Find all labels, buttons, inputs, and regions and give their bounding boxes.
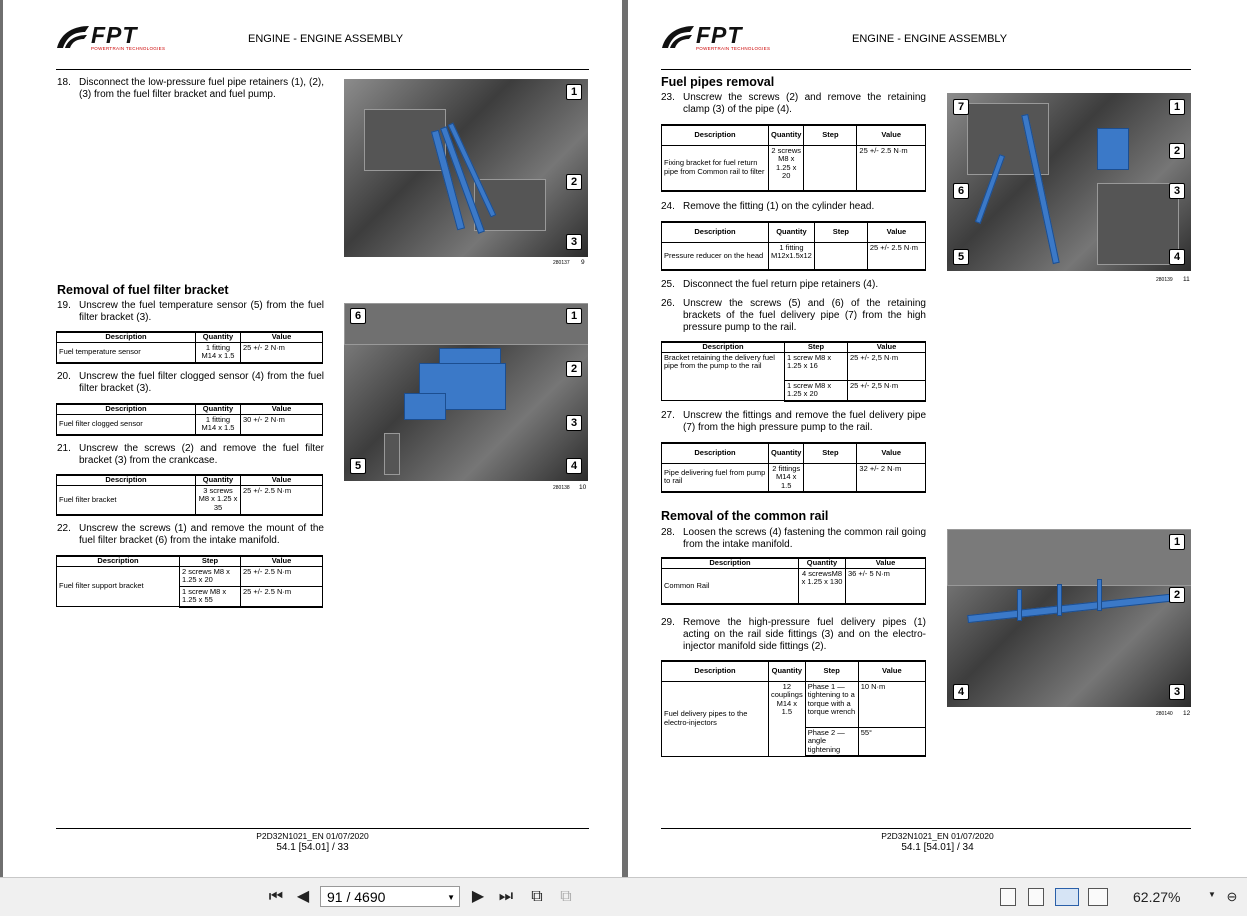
torque-table-21: Description Quantity Value Fuel filter bracket 3 screws M8 x 1.25 x 35 25 +/- 2.5 N·m xyxy=(56,474,323,516)
figure-number: 10 xyxy=(579,484,587,491)
page-33: FPT POWERTRAIN TECHNOLOGIES ENGINE - ENGINE ASSEMBLY 18. Disconnect the low-pressure fuel pipe retainers (1), (2), (3) from the fuel filter bracket and fuel pump. 1 2 3 280137 9 Removal of fuel filter bracket 19. Unscrew the fuel temperature sensor (5) from the fuel filter bracket (3). Description Quantity Value Fuel temperature sensor 1 fitting M14 x 1.5 25 +/- 2 N·m 20. Unscrew the fuel filter clogged sensor (4) from the fuel filter bracket (3). Description Quantity Value Fuel filter clogged sensor 1 fitting M14 x 1.5 30 +/- 2 N·m 21. Unscrew the screws (2) and remove the fuel filter bracket (3) from the crankcase. Description Quantity Value Fuel filter bracket 3 screws M8 x 1.25 x 35 25 +/- 2.5 N·m 22. Unscrew the screws (1) and remove the mount of the fuel filter bracket (6) from the intake manifold. Description Step Value Fuel filter support bracket 2 screws M8 x 1.25 x 20 25 +/- 2.5 N·m 1 screw M8 x 1.25 x 55 25 +/- 2.5 N·m 6 1 2 3 5 4 280138 10 P2D32N1021_EN 01/07/2020 54.1 [54.01] / 33 xyxy=(3,0,622,877)
fpt-logo xyxy=(660,20,770,56)
torque-table-29: Description Quantity Step Value Fuel delivery pipes to the electro-injectors 12 couplings M14 x 1.5 Phase 1 — tightening to a torque with a torque wrench 10 N·m Phase 2 — angle tightening 55° xyxy=(661,660,926,757)
callout-6: 6 xyxy=(350,308,366,324)
callout-4: 4 xyxy=(953,684,969,700)
continuous-facing-view-icon[interactable] xyxy=(1088,888,1108,906)
figure-number: 11 xyxy=(1183,276,1190,283)
torque-table-22: Description Step Value Fuel filter support bracket 2 screws M8 x 1.25 x 20 25 +/- 2.5 N·m 1 screw M8 x 1.25 x 55 25 +/- 2.5 N·m xyxy=(56,555,323,608)
callout-1: 1 xyxy=(566,308,582,324)
footer-doc-id: P2D32N1021_EN 01/07/2020 xyxy=(256,831,369,841)
torque-table-28: Description Quantity Value Common Rail 4 screwsM8 x 1.25 x 130 36 +/- 5 N·m xyxy=(661,557,926,605)
single-page-view-icon[interactable] xyxy=(1000,888,1016,906)
minimize-toolbar-icon[interactable]: ⊖ xyxy=(1226,889,1238,904)
figure-number: 12 xyxy=(1183,710,1191,717)
figure-9-image xyxy=(344,79,588,257)
previous-view-icon[interactable]: ⧉ xyxy=(531,888,543,905)
torque-table-24: Description Quantity Step Value Pressure reducer on the head 1 fitting M12x1.5x12 25 +/- 2.5 N·m xyxy=(661,221,926,271)
footer-rule xyxy=(56,828,589,829)
torque-table-26: Description Step Value Bracket retaining the delivery fuel pipe from the pump to the rail 1 screw M8 x 1.25 x 16 25 +/- 2,5 N·m 1 screw M8 x 1.25 x 20 25 +/- 2,5 N·m xyxy=(661,341,926,402)
callout-2: 2 xyxy=(1169,143,1185,159)
page-34: FPT POWERTRAIN TECHNOLOGIES ENGINE - ENGINE ASSEMBLY Fuel pipes removal 23. Unscrew the screws (2) and remove the retaining clamp (3) of the pipe (4). Description Quantity Step Value Fixing bracket for fuel return pipe from Common rail to filter 2 screws M8 x 1.25 x 20 25 +/- 2.5 N·m 24. Remove the fitting (1) on the cylinder head. Description Quantity Step Value Pressure reducer on the head 1 fitting M12x1.5x12 25 +/- 2.5 N·m 25. Disconnect the fuel return pipe retainers (4). 26. Unscrew the screws (5) and (6) of the retaining brackets of the fuel delivery pipe (7) from the high pressure pump to the rail. Description Step Value Bracket retaining the delivery fuel pipe from the pump to the rail 1 screw M8 x 1.25 x 16 25 +/- 2,5 N·m 1 screw M8 x 1.25 x 20 25 +/- 2,5 N·m 27. Unscrew the fittings and remove the fuel delivery pipe (7) from the high pressure pump to the rail. Description Quantity Step Value Pipe delivering fuel from pump to rail 2 fittings M14 x 1.5 32 +/- 2 N·m Removal of the common rail 28. Loosen the screws (4) fastening the common rail going from the intake manifold. Description Quantity Value Common Rail 4 screwsM8 x 1.25 x 130 36 +/- 5 N·m 29. Remove the high-pressure fuel delivery pipes (1) acting on the rail side fittings (3) and on the electro-injector manifold side fittings (2). Description Quantity Step Value Fuel delivery pipes to the electro-injectors 12 couplings M14 x 1.5 Phase 1 — tightening to a torque with a torque wrench 10 N·m Phase 2 — angle tightening 55° 7 1 2 6 3 5 4 280139 11 1 2 4 3 280140 12 P2D32N1021_EN 01/07/2020 54.1 [54.01] / 34 xyxy=(628,0,1247,877)
callout-5: 5 xyxy=(953,249,969,265)
callout-3: 3 xyxy=(1169,183,1185,199)
footer-rule xyxy=(661,828,1191,829)
figure-code: 280137 xyxy=(553,260,570,266)
section-title: Removal of fuel filter bracket xyxy=(57,283,229,297)
torque-table-23: Description Quantity Step Value Fixing bracket for fuel return pipe from Common rail to filter 2 screws M8 x 1.25 x 20 25 +/- 2.5 N·m xyxy=(661,124,926,192)
torque-table-19: Description Quantity Value Fuel temperature sensor 1 fitting M14 x 1.5 25 +/- 2 N·m xyxy=(56,331,323,364)
torque-table-27: Description Quantity Step Value Pipe delivering fuel from pump to rail 2 fittings M14 x 1.5 32 +/- 2 N·m xyxy=(661,442,926,493)
figure-code: 280140 xyxy=(1156,711,1173,717)
callout-1: 1 xyxy=(566,84,582,100)
chevron-down-icon[interactable]: ▼ xyxy=(1208,890,1216,899)
fpt-logo xyxy=(55,20,165,56)
figure-12-image xyxy=(947,529,1191,707)
header-rule xyxy=(56,69,589,70)
last-page-icon[interactable]: ⏭ xyxy=(498,888,514,905)
callout-2: 2 xyxy=(1169,587,1185,603)
section-title-fuel-pipes: Fuel pipes removal xyxy=(661,75,775,89)
figure-number: 9 xyxy=(581,259,585,266)
figure-code: 280139 xyxy=(1156,277,1173,283)
footer-page-number: 54.1 [54.01] / 33 xyxy=(276,842,349,853)
header-rule xyxy=(661,69,1191,70)
page-header-title: ENGINE - ENGINE ASSEMBLY xyxy=(852,33,1008,45)
chevron-down-icon[interactable]: ▼ xyxy=(447,893,455,902)
callout-2: 2 xyxy=(566,361,582,377)
logo-subtitle: POWERTRAIN TECHNOLOGIES xyxy=(91,46,166,51)
facing-view-icon[interactable] xyxy=(1055,888,1079,906)
next-view-icon[interactable]: ⧉ xyxy=(560,888,572,905)
previous-page-icon[interactable]: ◀ xyxy=(296,888,310,905)
zoom-level[interactable]: 62.27% xyxy=(1133,889,1181,905)
callout-6: 6 xyxy=(953,183,969,199)
logo-subtitle: POWERTRAIN TECHNOLOGIES xyxy=(696,46,771,51)
callout-7: 7 xyxy=(953,99,969,115)
callout-4: 4 xyxy=(566,458,582,474)
figure-10-image xyxy=(344,303,588,481)
continuous-view-icon[interactable] xyxy=(1028,888,1044,906)
callout-5: 5 xyxy=(350,458,366,474)
footer-doc-id: P2D32N1021_EN 01/07/2020 xyxy=(881,831,994,841)
callout-1: 1 xyxy=(1169,99,1185,115)
callout-4: 4 xyxy=(1169,249,1185,265)
logo-text: FPT xyxy=(696,22,743,48)
figure-11-image xyxy=(947,93,1191,271)
callout-3: 3 xyxy=(1169,684,1185,700)
figure-code: 280138 xyxy=(553,485,570,491)
callout-2: 2 xyxy=(566,174,582,190)
section-title-common-rail: Removal of the common rail xyxy=(661,509,829,523)
callout-1: 1 xyxy=(1169,534,1185,550)
first-page-icon[interactable]: ⏮ xyxy=(268,888,284,905)
page-number-value: 91 / 4690 xyxy=(327,889,386,905)
logo-text: FPT xyxy=(91,22,138,48)
page-header-title: ENGINE - ENGINE ASSEMBLY xyxy=(248,33,404,45)
torque-table-20: Description Quantity Value Fuel filter clogged sensor 1 fitting M14 x 1.5 30 +/- 2 N·m xyxy=(56,403,323,436)
viewer-toolbar xyxy=(0,877,1247,916)
footer-page-number: 54.1 [54.01] / 34 xyxy=(901,842,974,853)
callout-3: 3 xyxy=(566,415,582,431)
callout-3: 3 xyxy=(566,234,582,250)
next-page-icon[interactable]: ▶ xyxy=(471,888,485,905)
page-number-input[interactable] xyxy=(320,886,460,907)
